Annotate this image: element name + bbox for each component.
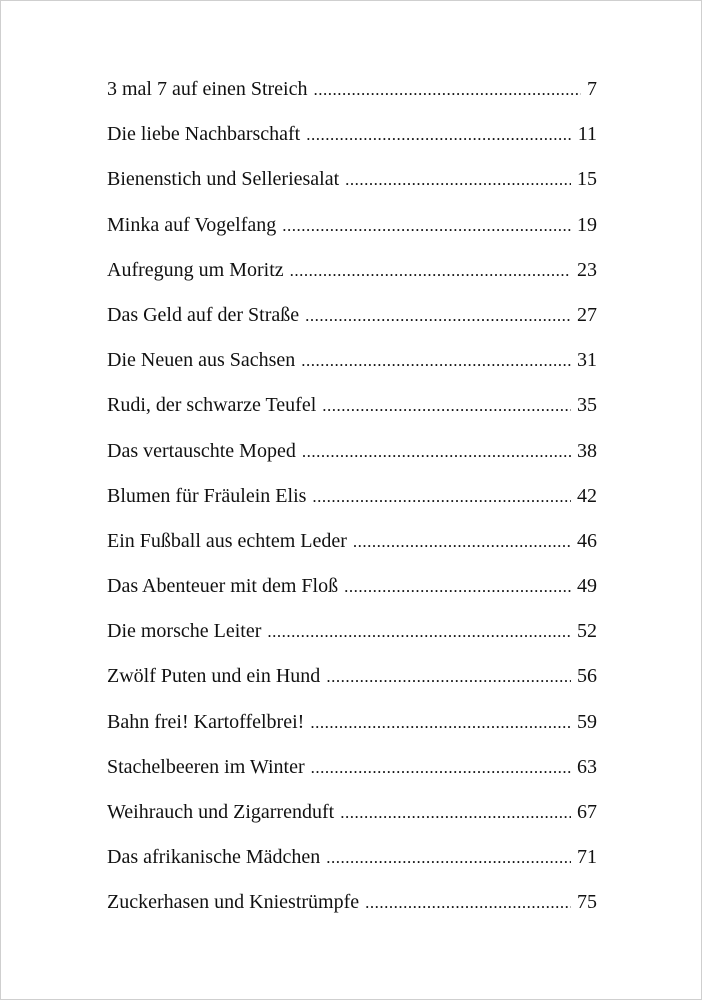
toc-dot-leader	[326, 659, 571, 695]
toc-entry-page: 11	[577, 123, 597, 146]
toc-entry	[107, 884, 597, 929]
toc-entry	[107, 433, 597, 478]
toc-entry-title: Zwölf Puten und ein Hund	[107, 665, 321, 688]
toc-entry-title: Bienenstich und Selleriesalat	[107, 168, 340, 191]
toc-entry-page: 49	[577, 575, 597, 598]
toc-entry-title: 3 mal 7 auf einen Streich	[107, 78, 308, 100]
toc-entry-page: 38	[577, 439, 597, 462]
toc-entry	[107, 297, 597, 342]
toc-entry-title: Minka auf Vogelfang	[107, 213, 277, 236]
toc-entry-title: Das vertauschte Moped	[107, 439, 296, 462]
toc-dot-leader	[290, 253, 571, 289]
toc-dot-leader	[310, 705, 571, 741]
toc-entry-title: Rudi, der schwarze Teufel	[107, 394, 317, 417]
toc-dot-leader	[305, 298, 571, 334]
toc-dot-leader	[344, 569, 571, 605]
toc-entry-title: Das afrikanische Mädchen	[107, 846, 321, 869]
toc-entry-title: Zuckerhasen und Kniestrümpfe	[107, 891, 360, 914]
toc-entry	[107, 839, 597, 884]
toc-dot-leader	[301, 343, 571, 379]
toc-dot-leader	[345, 162, 571, 198]
toc-entry	[107, 749, 597, 794]
toc-entry	[107, 658, 597, 703]
toc-entry-page: 27	[577, 303, 597, 326]
toc-entry-page: 46	[577, 529, 597, 552]
toc-entry-title: Die liebe Nachbarschaft	[107, 123, 301, 146]
toc-entry-title: Blumen für Fräulein Elis	[107, 484, 307, 507]
toc-entry	[107, 523, 597, 568]
toc-entry-page: 19	[577, 213, 597, 236]
toc-entry-page: 75	[577, 891, 597, 914]
toc-entry-title: Das Abenteuer mit dem Floß	[107, 575, 339, 598]
toc-entry-title: Das Geld auf der Straße	[107, 303, 300, 326]
toc-entry-page: 59	[577, 710, 597, 733]
toc-dot-leader	[340, 795, 571, 831]
toc-dot-leader	[314, 72, 582, 108]
toc-entry-title: Die Neuen aus Sachsen	[107, 349, 296, 372]
toc-dot-leader	[282, 208, 571, 244]
toc-entry	[107, 342, 597, 387]
toc-entry-page: 7	[587, 78, 597, 100]
toc-entry-title: Stachelbeeren im Winter	[107, 755, 305, 778]
toc-entry-page: 31	[577, 349, 597, 372]
toc-entry	[107, 478, 597, 523]
toc-entry-page: 42	[577, 484, 597, 507]
table-of-contents	[107, 71, 597, 930]
toc-entry-title: Bahn frei! Kartoffelbrei!	[107, 710, 305, 733]
toc-dot-leader	[353, 524, 571, 560]
toc-entry	[107, 207, 597, 252]
toc-dot-leader	[326, 840, 571, 876]
toc-entry	[107, 116, 597, 161]
toc-dot-leader	[302, 434, 571, 470]
toc-entry-title: Weihrauch und Zigarrenduft	[107, 801, 335, 823]
toc-entry-title: Die morsche Leiter	[107, 620, 262, 643]
toc-dot-leader	[322, 388, 571, 424]
toc-entry-page: 15	[577, 168, 597, 191]
toc-entry	[107, 387, 597, 432]
toc-entry	[107, 704, 597, 749]
toc-entry-page: 23	[577, 258, 597, 281]
toc-entry-page: 56	[577, 665, 597, 688]
toc-entry	[107, 613, 597, 658]
toc-entry-page: 71	[577, 846, 597, 869]
toc-entry	[107, 794, 597, 839]
toc-entry-title: Ein Fußball aus echtem Leder	[107, 529, 347, 552]
toc-dot-leader	[365, 885, 571, 921]
toc-dot-leader	[312, 479, 571, 515]
toc-entry-page: 67	[577, 801, 597, 823]
toc-entry	[107, 71, 597, 116]
toc-entry-page: 63	[577, 755, 597, 778]
toc-dot-leader	[306, 117, 572, 153]
toc-entry	[107, 252, 597, 297]
toc-entry-title: Aufregung um Moritz	[107, 258, 284, 281]
toc-dot-leader	[267, 614, 571, 650]
toc-entry-page: 52	[577, 620, 597, 643]
toc-dot-leader	[311, 750, 571, 786]
toc-entry	[107, 568, 597, 613]
toc-entry	[107, 161, 597, 206]
toc-entry-page: 35	[577, 394, 597, 417]
